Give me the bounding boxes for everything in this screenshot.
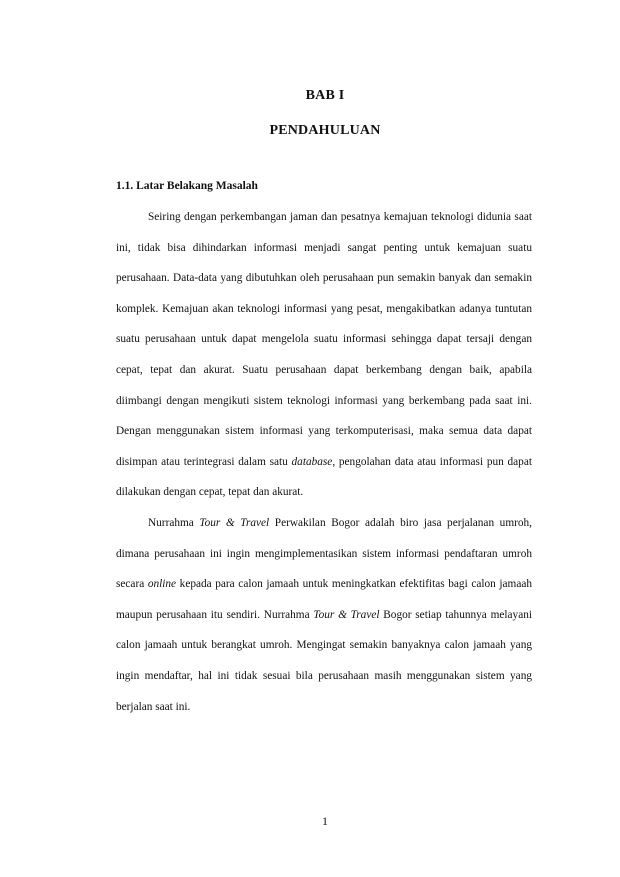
paragraph xyxy=(116,508,532,722)
chapter-number: BAB I xyxy=(305,88,345,103)
page-number: 1 xyxy=(322,814,328,828)
body-text xyxy=(116,202,532,722)
section-heading: 1.1. Latar Belakang Masalah xyxy=(116,180,258,192)
paragraph-text: Seiring dengan perkembangan jaman dan pesatnya kemajuan teknologi didunia saat ini, tidak bisa dihindarkan informasi menjadi sangat penting untuk kemajuan suatu perusahaan. Data-data yang dibutuhkan oleh perusahaan pun semakin banyak dan semakin komplek. Kemajuan akan teknologi informasi yang pesat, mengakibatkan adanya tuntutan suatu perusahaan untuk dapat mengelola suatu informasi sehingga dapat tersaji dengan cepat, tepat dan akurat. Suatu perusahaan dapat berkembang dengan baik, apabila diimbangi dengan mengikuti sistem teknologi informasi yang berkembang pada saat ini. Dengan menggunakan sistem informasi yang terkomputerisasi, maka semua data dapat disimpan atau terintegrasi dalam satu xyxy=(116,211,532,468)
italic-term: online xyxy=(147,578,177,591)
italic-term: Tour & Travel xyxy=(199,516,270,529)
paragraph xyxy=(116,202,532,508)
italic-term: Tour & Travel xyxy=(313,608,380,621)
paragraph-text: Nurrahma xyxy=(148,516,200,529)
paragraph-text: Bogor setiap tahunnya melayani calon jamaah untuk berangkat umroh. Mengingat semakin banyaknya calon jamaah yang ingin mendaftar, hal ini tidak sesuai bila perusahaan masih menggunakan sistem yang berjalan saat ini. xyxy=(116,608,532,713)
chapter-title: PENDAHULUAN xyxy=(269,123,381,138)
paragraph-text: , pengolahan data atau informasi pun dapat dilakukan dengan cepat, tepat dan akurat. xyxy=(116,455,532,499)
paragraph-text: kepada para calon jamaah untuk meningkatkan efektifitas bagi calon jamaah maupun perusahaan itu sendiri. Nurrahma xyxy=(116,578,532,621)
paragraph-text: Perwakilan Bogor adalah biro jasa perjalanan umroh, dimana perusahaan ini ingin mengimplementasikan sistem informasi pendaftaran umroh secara xyxy=(116,516,532,591)
italic-term: database xyxy=(291,455,333,468)
